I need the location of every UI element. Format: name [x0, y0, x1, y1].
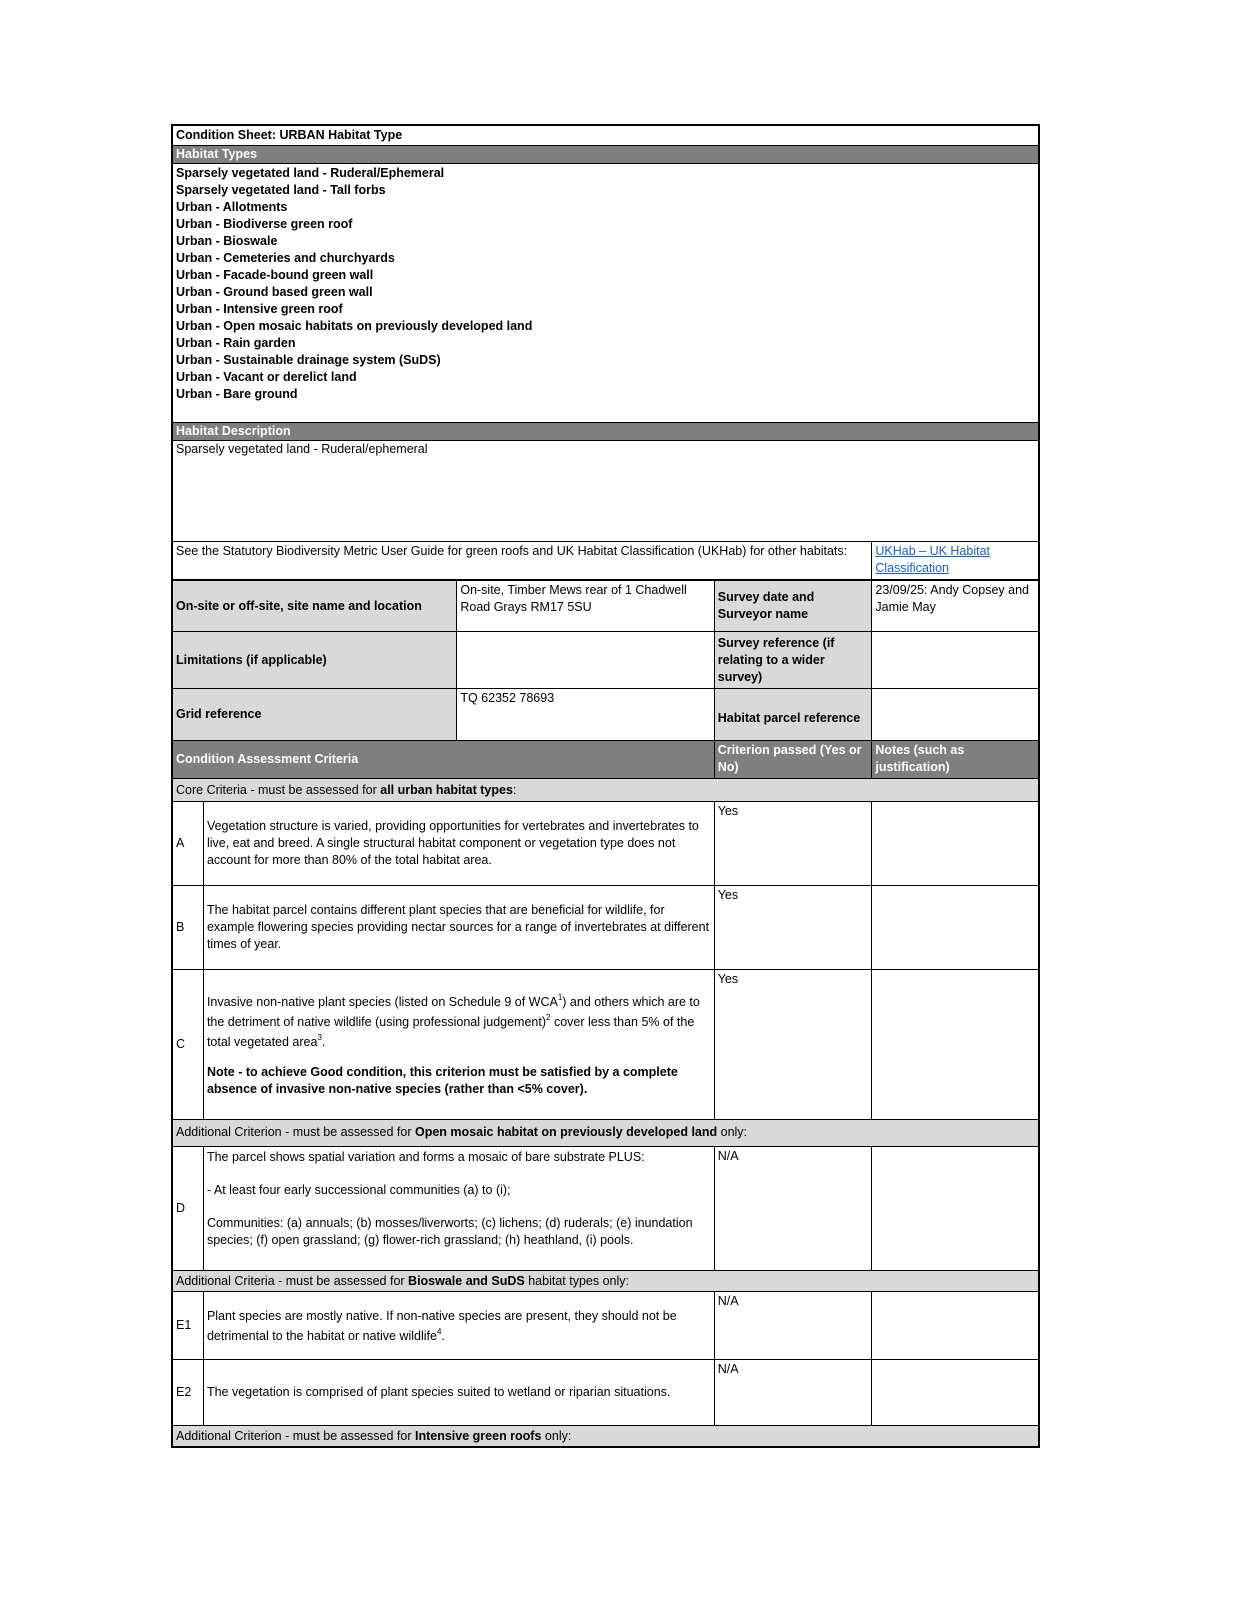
guide-row [173, 541, 1038, 579]
habitat-type-item: Urban - Biodiverse green roof [176, 217, 353, 231]
ukhab-link[interactable]: UKHab – UK Habitat Classification [875, 544, 991, 575]
habitat-types-list [173, 164, 1038, 422]
criterion-e2-notes [871, 1360, 1038, 1425]
criterion-c-notes [871, 970, 1038, 1119]
bioswale-criteria-row [173, 1270, 1038, 1291]
habitat-type-item: Urban - Ground based green wall [176, 285, 373, 299]
criterion-d-label: D [176, 1201, 186, 1215]
criterion-row-d [173, 1146, 1038, 1270]
criterion-row-a [173, 801, 1038, 885]
criterion-c-label: C [176, 1037, 186, 1051]
habitat-types-header: Habitat Types [173, 146, 1038, 163]
habitat-description-header-row [173, 422, 1038, 440]
criterion-a-label: A [176, 836, 185, 850]
habitat-type-item: Urban - Bioswale [176, 234, 278, 248]
criterion-e2-text: The vegetation is comprised of plant species suited to wetland or riparian situations. [203, 1360, 714, 1425]
habitat-parcel-reference-label: Habitat parcel reference [714, 689, 872, 740]
grid-reference-value: TQ 62352 78693 [456, 689, 713, 740]
core-criteria-row [173, 778, 1038, 801]
habitat-description-row [173, 440, 1038, 541]
criterion-e2-passed: N/A [714, 1360, 872, 1425]
habitat-description-text: Sparsely vegetated land - Ruderal/ephemeral [176, 442, 428, 456]
location-label: On-site or off-site, site name and location [173, 581, 456, 631]
open-mosaic-criterion-heading: Additional Criterion - must be assessed for Open mosaic habitat on previously developed land only: [176, 1125, 748, 1139]
grid-reference-row [173, 688, 1038, 740]
survey-reference-value [871, 632, 1038, 688]
habitat-type-item: Sparsely vegetated land - Tall forbs [176, 183, 386, 197]
habitat-types-list-row [173, 163, 1038, 422]
green-roofs-criterion-row [173, 1425, 1038, 1446]
habitat-type-item: Urban - Cemeteries and churchyards [176, 251, 395, 265]
open-mosaic-criterion-row [173, 1119, 1038, 1146]
criterion-row-c [173, 969, 1038, 1119]
criterion-c-text [203, 970, 714, 1119]
criterion-e1-notes [871, 1292, 1038, 1359]
survey-label: Survey date and Surveyor name [714, 581, 872, 631]
criterion-row-e1 [173, 1291, 1038, 1359]
sheet-title: Condition Sheet: URBAN Habitat Type [176, 128, 403, 142]
limitations-label: Limitations (if applicable) [173, 632, 456, 688]
limitations-value [456, 632, 713, 688]
habitat-type-item: Urban - Sustainable drainage system (SuDS) [176, 353, 441, 367]
criterion-b-notes [871, 886, 1038, 969]
condition-sheet [171, 124, 1040, 1448]
survey-value: 23/09/25: Andy Copsey and Jamie May [871, 581, 1038, 631]
criterion-c-note: Note - to achieve Good condition, this criterion must be satisfied by a complete absence of invasive non-native species (rather than <5% cover). [206, 1064, 678, 1096]
criterion-d-text: The parcel shows spatial variation and forms a mosaic of bare substrate PLUS: - At least four early successional communities (a) to (i); Communities: (a) annuals; (b) mosses/liverworts; (c) lichens; (d) ruderals; (e) inundation species; (f) open grassland; (g) flower-rich grassland; (h) heathland, (i) pools. [203, 1147, 714, 1270]
criterion-b-label: B [176, 920, 185, 934]
criteria-header-notes: Notes (such as justification) [871, 741, 1038, 778]
criterion-b-passed: Yes [714, 886, 872, 969]
habitat-description-header: Habitat Description [173, 423, 1038, 440]
criterion-c-passed: Yes [714, 970, 872, 1119]
habitat-type-item: Urban - Allotments [176, 200, 288, 214]
habitat-type-item: Sparsely vegetated land - Ruderal/Ephemeral [176, 166, 445, 180]
criterion-b-text: The habitat parcel contains different plant species that are beneficial for wildlife, for example flowering species providing nectar sources for a range of invertebrates at different times of year. [203, 886, 714, 969]
guide-text: See the Statutory Biodiversity Metric User Guide for green roofs and UK Habitat Classification (UKHab) for other habitats: [176, 544, 848, 558]
survey-reference-label: Survey reference (if relating to a wider survey) [714, 632, 872, 688]
criterion-e2-label: E2 [176, 1385, 192, 1399]
core-criteria-heading: Core Criteria - must be assessed for all urban habitat types: [176, 783, 517, 797]
habitat-type-item: Urban - Vacant or derelict land [176, 370, 357, 384]
grid-reference-label: Grid reference [173, 689, 456, 740]
criterion-a-text: Vegetation structure is varied, providing opportunities for vertebrates and invertebrates to live, eat and breed. A single structural habitat component or vegetation type does not account for more than 80% of the total habitat area. [203, 802, 714, 885]
criterion-e1-label: E1 [176, 1318, 192, 1332]
criterion-e1-text: Plant species are mostly native. If non-native species are present, they should not be detrimental to the habitat or native wildlife$^4$. [203, 1292, 714, 1359]
habitat-types-header-row [173, 145, 1038, 163]
criterion-d-passed: N/A [714, 1147, 872, 1270]
habitat-type-item: Urban - Rain garden [176, 336, 296, 350]
habitat-type-item: Urban - Open mosaic habitats on previously developed land [176, 319, 533, 333]
sheet-title-row [173, 126, 1038, 145]
criterion-a-notes [871, 802, 1038, 885]
limitations-row [173, 631, 1038, 688]
ukhab-link-cell [871, 542, 1038, 579]
criterion-row-b [173, 885, 1038, 969]
criterion-c-main: Invasive non-native plant species (listed on Schedule 9 of WCA$^1$) and others which are to the detriment of native wildlife (using professional judgement)$^2$ cover less than 5% of the total vegetated area$^3$. [206, 992, 700, 1049]
site-location-row [173, 579, 1038, 631]
location-value: On-site, Timber Mews rear of 1 Chadwell Road Grays RM17 5SU [456, 581, 713, 631]
habitat-type-item: Urban - Bare ground [176, 387, 298, 401]
habitat-parcel-reference-value [871, 689, 1038, 740]
criterion-d-notes [871, 1147, 1038, 1270]
bioswale-criteria-heading: Additional Criteria - must be assessed for Bioswale and SuDS habitat types only: [176, 1274, 629, 1288]
habitat-type-item: Urban - Facade-bound green wall [176, 268, 374, 282]
habitat-type-item: Urban - Intensive green roof [176, 302, 343, 316]
criteria-header-title: Condition Assessment Criteria [176, 752, 359, 766]
criterion-a-passed: Yes [714, 802, 872, 885]
green-roofs-criterion-heading: Additional Criterion - must be assessed for Intensive green roofs only: [176, 1429, 572, 1443]
criteria-header-passed: Criterion passed (Yes or No) [714, 741, 872, 778]
criteria-header-row [173, 740, 1038, 778]
criterion-row-e2 [173, 1359, 1038, 1425]
criterion-e1-passed: N/A [714, 1292, 872, 1359]
